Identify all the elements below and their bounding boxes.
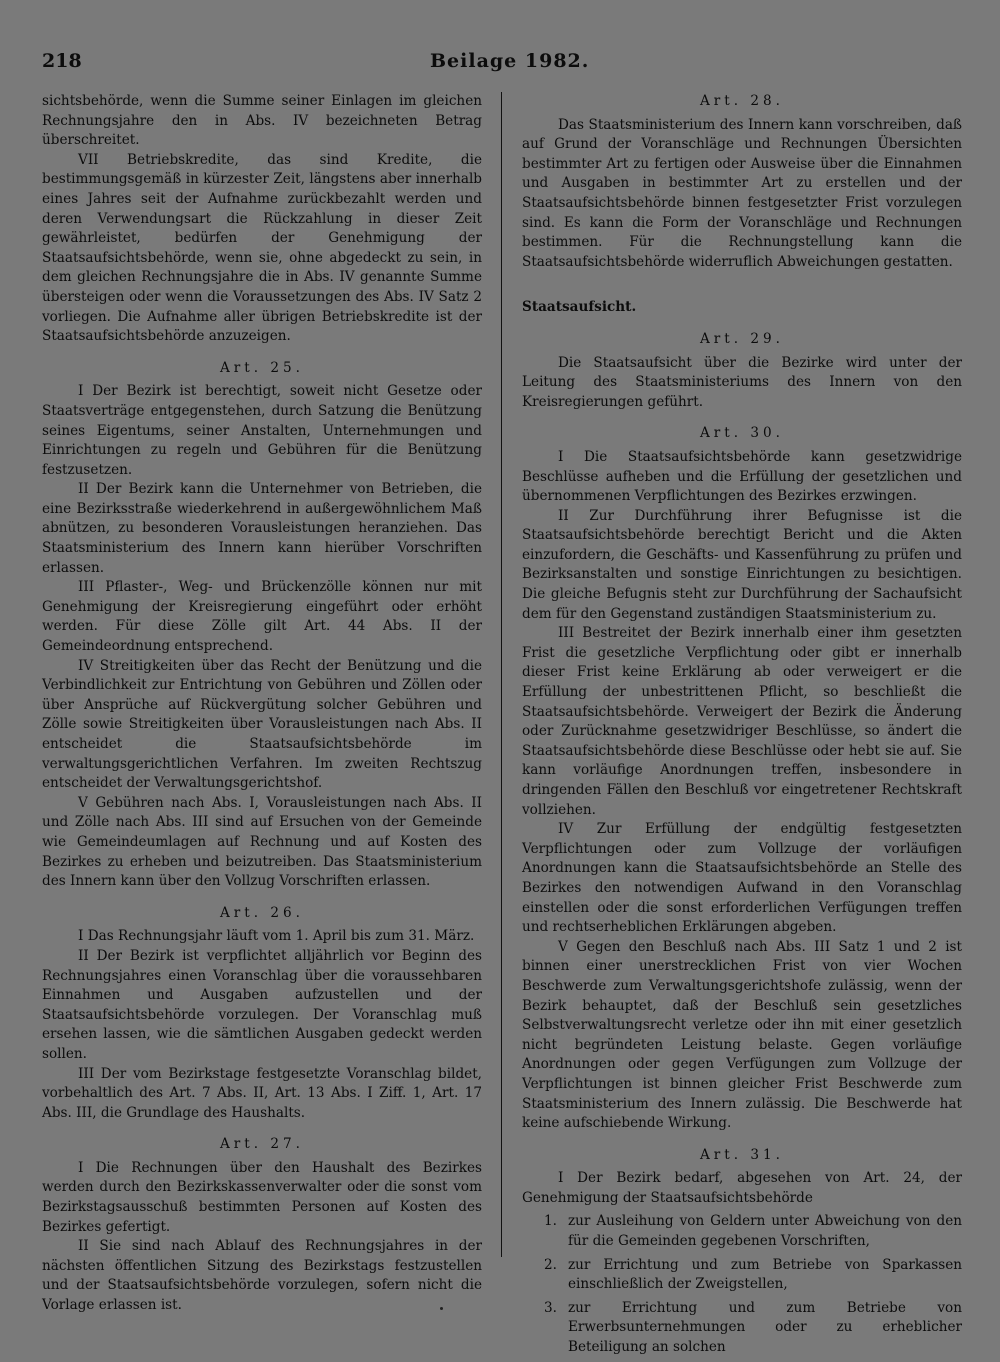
art30-para-2: II Zur Durchführung ihrer Befugnisse ist die Staatsaufsichtsbehörde berechtigt Bericht und die Akten einzufordern, die Geschäfts- und Kassenführung zu prüfen und Bezirksanstalten und sonstige Einrichtungen zu besichtigen. Die gleiche Befugnis steht zur Durchführung der Sachaufsicht dem für den Gegenstand zuständigen Staatsministerium zu. [522,507,962,622]
art28-para: Das Staatsministerium des Innern kann vorschreiben, daß auf Grund der Voranschläge und Rechnungen Übersichten bestimmter Art zu fertigen oder Ausweise über die Einnahmen und Ausgaben in bestimmter Art zu erstellen und der Staatsaufsichtsbehörde binnen festgesetzter Frist vorzulegen sind. Es kann die Form der Voranschläge und Rechnungen bestimmen. Für die Rechnungstellung kann die Staatsaufsichtsbehörde widerruflich Abweichungen gestatten. [522,116,962,270]
art30-para-5: V Gegen den Beschluß nach Abs. III Satz 1 und 2 ist binnen einer unerstrecklichen Frist von vier Wochen Beschwerde zum Verwaltungsgerichtshofe zulässig, wenn der Bezirk behauptet, daß der Beschluß sein gesetzliches Selbstverwaltungsrecht verletze oder ihn mit einer gesetzlich nicht begründeten Leistung belaste. Gegen vorläufige Anordnungen oder gegen Verfügungen zum Vollzuge der Verpflichtungen ist binnen gleicher Frist Beschwerde zum Staatsministerium des Innern zulässig. Die Beschwerde hat keine aufschiebende Wirkung. [522,938,962,1132]
list-item-number: 2. [544,1256,557,1273]
list-item-number: 3. [544,1299,557,1316]
list-item-text: zur Errichtung und zum Betriebe von Sparkassen einschließlich der Zweigstellen, [568,1256,962,1293]
list-item-text: zur Ausleihung von Geldern unter Abweichung von den für die Gemeinden gegebenen Vorschriften, [568,1213,962,1250]
left-column [42,92,482,1316]
art30-para-1: I Die Staatsaufsichtsbehörde kann gesetzwidrige Beschlüsse aufheben und die Erfüllung der gesetzlichen und übernommenen Verpflichtungen des Bezirkes erzwingen. [522,448,962,505]
art26-para-3: III Der vom Bezirkstage festgesetzte Voranschlag bildet, vorbehaltlich des Art. 7 Abs. II, Art. 13 Abs. I Ziff. 1, Art. 17 Abs. III, die Grundlage des Haushalts. [42,1065,482,1121]
column-divider [501,92,502,1257]
page-header-title: Beilage 1982. [430,50,590,72]
art25-para-1: I Der Bezirk ist berechtigt, soweit nicht Gesetze oder Staatsverträge entgegenstehen, durch Satzung die Benützung seines Eigentums, seiner Anstalten, Unternehmungen und Einrichtungen zu regeln und Gebühren für die Benützung festzusetzen. [42,383,482,478]
art29-para: Die Staatsaufsicht über die Bezirke wird unter der Leitung des Staatsministeriums des Innern von den Kreisregierungen geführt. [522,354,962,410]
list-item-text: zur Errichtung und zum Betriebe von Erwerbsunternehmungen oder zu erheblicher Beteiligung an solchen [568,1299,962,1356]
list-item [544,1299,962,1358]
article-heading-26: Art. 26. [219,904,305,921]
art25-para-5: V Gebühren nach Abs. I, Vorausleistungen nach Abs. II und Zölle nach Abs. III sind auf Ersuchen von der Gemeinde wie Gemeindeumlagen auf Rechnung und auf Kosten des Bezirkes zu erheben und beizutreiben. Das Staatsministerium des Innern kann über den Vollzug Vorschriften erlassen. [42,794,482,890]
article-heading-30: Art. 30. [699,425,785,442]
art27-para-1: I Die Rechnungen über den Haushalt des Bezirkes werden durch den Bezirkskassenverwalter oder die sonst vom Bezirkstagsausschuß bestimmten Personen auf Kosten des Bezirkes gefertigt. [42,1159,482,1235]
page-number: 218 [42,50,82,72]
print-speck [440,1307,443,1310]
article-heading-31: Art. 31. [699,1146,785,1163]
article-heading-29: Art. 29. [699,330,785,347]
art25-para-2: II Der Bezirk kann die Unternehmer von Betrieben, die eine Bezirksstraße wiederkehrend in außergewöhnlichem Maß abnützen, zu besonderen Vorausleistungen heranziehen. Das Staatsministerium des Innern kann hierüber Vorschriften erlassen. [42,481,482,576]
paragraph-continuation: sichtsbehörde, wenn die Summe seiner Einlagen im gleichen Rechnungsjahre den in Abs. IV bezeichneten Betrag überschreitet. [42,93,482,149]
list-item-number: 1. [544,1213,557,1230]
art25-para-3: III Pflaster-, Weg- und Brückenzölle können nur mit Genehmigung der Kreisregierung eingeführt oder erhöht werden. Für diese Zölle gilt Art. 44 Abs. II der Gemeindeordnung entsprechend. [42,579,482,655]
right-column [522,92,962,1362]
art26-para-2: II Der Bezirk ist verpflichtet alljährlich vor Beginn des Rechnungsjahres einen Voranschlag über die voraussehbaren Einnahmen und Ausgaben aufzustellen und der Staatsaufsichtsbehörde vorzulegen. Der Voranschlag muß ersehen lassen, wie die sämtlichen Ausgaben gedeckt werden sollen. [42,947,482,1062]
section-heading: Staatsaufsicht. [522,299,637,316]
art31-intro: I Der Bezirk bedarf, abgesehen von Art. 24, der Genehmigung der Staatsaufsichtsbehörde [522,1170,962,1206]
art30-para-4: IV Zur Erfüllung der endgültig festgesetzten Verpflichtungen oder zum Vollzuge der vorläufigen Anordnungen kann die Staatsaufsichtsbehörde an Stelle des Bezirkes den notwendigen Aufwand in den Voranschlag einstellen oder die sonst erforderlichen Verfügungen treffen und rechtserheblichen Erklärungen abgeben. [522,821,962,936]
art26-para-1: I Das Rechnungsjahr läuft vom 1. April bis zum 31. März. [78,928,475,945]
article-heading-28: Art. 28. [699,93,785,109]
article-heading-27: Art. 27. [219,1136,305,1153]
article-heading-25: Art. 25. [219,359,305,376]
art27-para-2: II Sie sind nach Ablauf des Rechnungsjahres in der nächsten öffentlichen Sitzung des Bezirkstags festzustellen und der Staatsaufsichtsbehörde vorzulegen, sofern nicht die Vorlage erlassen ist. [42,1238,482,1314]
art30-para-3: III Bestreitet der Bezirk innerhalb einer ihm gesetzten Frist die gesetzliche Verpflichtung oder gibt er innerhalb dieser Frist keine Erklärung ab oder verweigert er die Erfüllung der unbestrittenen Pflicht, so beschließt die Staatsaufsichtsbehörde. Verweigert der Bezirk die Änderung oder Zurücknahme gesetzwidriger Beschlüsse, so ändert die Staatsaufsichtsbehörde diese Beschlüsse oder hebt sie auf. Sie kann vorläufige Anordnungen treffen, insbesondere in dringenden Fällen den Beschluß vor eingetretener Rechtskraft vollziehen. [522,625,962,818]
list-item [544,1256,962,1295]
list-item [544,1212,962,1251]
paragraph-vii: VII Betriebskredite, das sind Kredite, die bestimmungsgemäß in kürzester Zeit, längstens aber innerhalb eines Jahres seit der Aufnahme zurückbezahlt werden und deren Verwendungsart die Rückzahlung in dieser Zeit gewährleistet, bedürfen der Genehmigung der Staatsaufsichtsbehörde, wenn sie, ohne abgedeckt zu sein, in dem gleichen Rechnungsjahre die in Abs. IV genannte Summe übersteigen oder wenn die Voraussetzungen des Abs. IV Satz 2 vorliegen. Die Aufnahme aller übrigen Betriebskredite ist der Staatsaufsichtsbehörde anzuzeigen. [42,151,482,345]
art25-para-4: IV Streitigkeiten über das Recht der Benützung und die Verbindlichkeit zur Entrichtung von Gebühren und Zöllen oder über Ansprüche auf Rückvergütung solcher Gebühren und Zölle sowie Streitigkeiten über Vorausleistungen nach Abs. II entscheidet die Staatsaufsichtsbehörde im verwaltungsgerichtlichen Verfahren. Im zweiten Rechtszug entscheidet der Verwaltungsgerichtshof. [42,657,482,792]
